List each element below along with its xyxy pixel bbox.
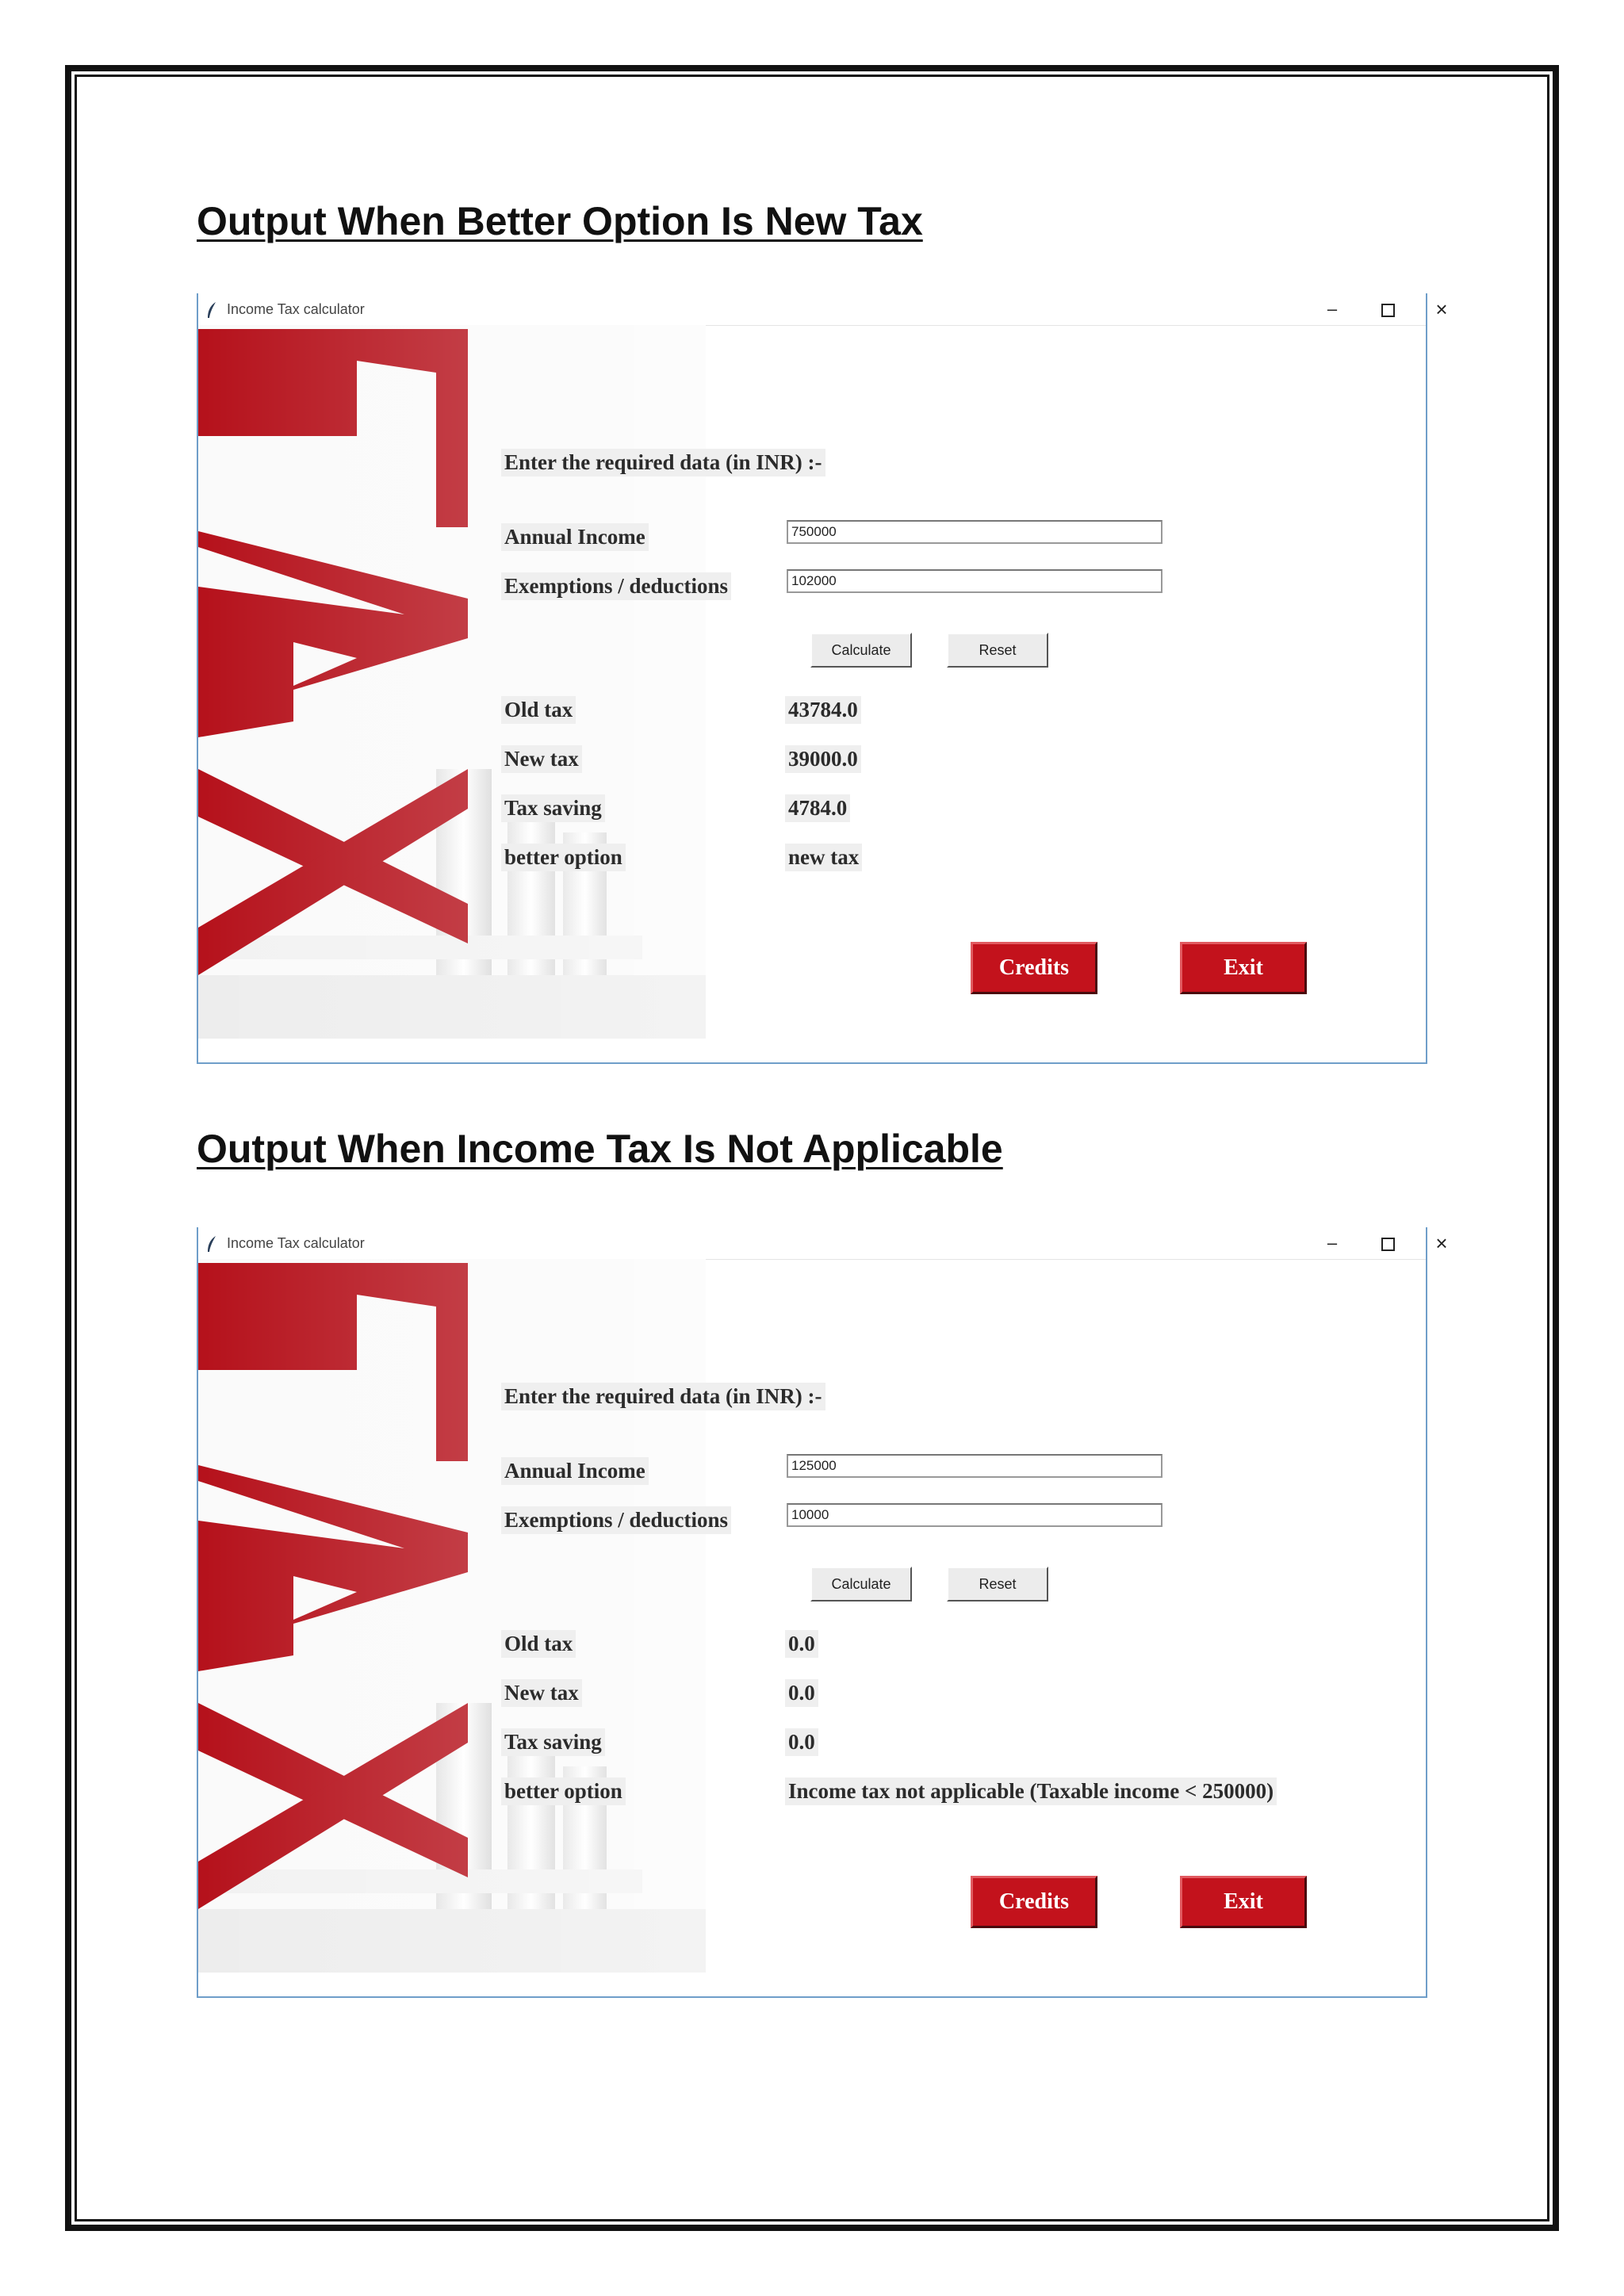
exit-button[interactable]: Exit	[1180, 1876, 1307, 1928]
old-tax-label: Old tax	[501, 1630, 576, 1658]
old-tax-value: 0.0	[785, 1630, 818, 1658]
prompt-label: Enter the required data (in INR) :-	[501, 449, 825, 476]
exemptions-label: Exemptions / deductions	[501, 572, 731, 600]
minimize-icon[interactable]: –	[1327, 299, 1338, 319]
exemptions-input[interactable]	[787, 1503, 1162, 1527]
reset-button[interactable]: Reset	[947, 1567, 1048, 1601]
annual-income-label: Annual Income	[501, 1457, 649, 1485]
minimize-icon[interactable]: –	[1327, 1233, 1338, 1253]
feather-icon	[206, 301, 217, 319]
credits-button[interactable]: Credits	[971, 942, 1097, 994]
tax-saving-label: Tax saving	[501, 1728, 605, 1756]
exemptions-input[interactable]	[787, 569, 1162, 593]
new-tax-label: New tax	[501, 1679, 582, 1707]
tax-saving-value: 0.0	[785, 1728, 818, 1756]
close-icon[interactable]: ×	[1435, 1231, 1448, 1255]
tax-saving-label: Tax saving	[501, 794, 605, 822]
new-tax-value: 0.0	[785, 1679, 818, 1707]
annual-income-input[interactable]	[787, 520, 1162, 544]
section-heading-not-applicable: Output When Income Tax Is Not Applicable	[197, 1127, 1003, 1171]
better-option-value: Income tax not applicable (Taxable income < 250000)	[785, 1777, 1277, 1805]
calculate-button[interactable]: Calculate	[810, 1567, 912, 1601]
old-tax-label: Old tax	[501, 696, 576, 724]
new-tax-value: 39000.0	[785, 745, 861, 773]
feather-icon	[206, 1235, 217, 1253]
annual-income-input[interactable]	[787, 1454, 1162, 1478]
credits-button[interactable]: Credits	[971, 1876, 1097, 1928]
annual-income-label: Annual Income	[501, 523, 649, 551]
calculate-button[interactable]: Calculate	[810, 633, 912, 668]
better-option-label: better option	[501, 1777, 626, 1805]
title-bar	[198, 293, 1448, 326]
maximize-icon[interactable]	[1372, 297, 1404, 322]
new-tax-label: New tax	[501, 745, 582, 773]
better-option-value: new tax	[785, 844, 862, 871]
exit-button[interactable]: Exit	[1180, 942, 1307, 994]
old-tax-value: 43784.0	[785, 696, 861, 724]
tax-background-art	[198, 325, 706, 1039]
section-heading-new-tax: Output When Better Option Is New Tax	[197, 199, 923, 243]
prompt-label: Enter the required data (in INR) :-	[501, 1383, 825, 1410]
tax-calculator-window	[197, 293, 1448, 1064]
window-title: Income Tax calculator	[227, 301, 365, 317]
exemptions-label: Exemptions / deductions	[501, 1506, 731, 1534]
reset-button[interactable]: Reset	[947, 633, 1048, 668]
title-bar	[198, 1227, 1448, 1260]
tax-saving-value: 4784.0	[785, 794, 850, 822]
tax-background-art	[198, 1259, 706, 1973]
maximize-icon[interactable]	[1372, 1230, 1404, 1256]
better-option-label: better option	[501, 844, 626, 871]
close-icon[interactable]: ×	[1435, 297, 1448, 321]
window-title: Income Tax calculator	[227, 1235, 365, 1251]
tax-calculator-window	[197, 1227, 1448, 1998]
